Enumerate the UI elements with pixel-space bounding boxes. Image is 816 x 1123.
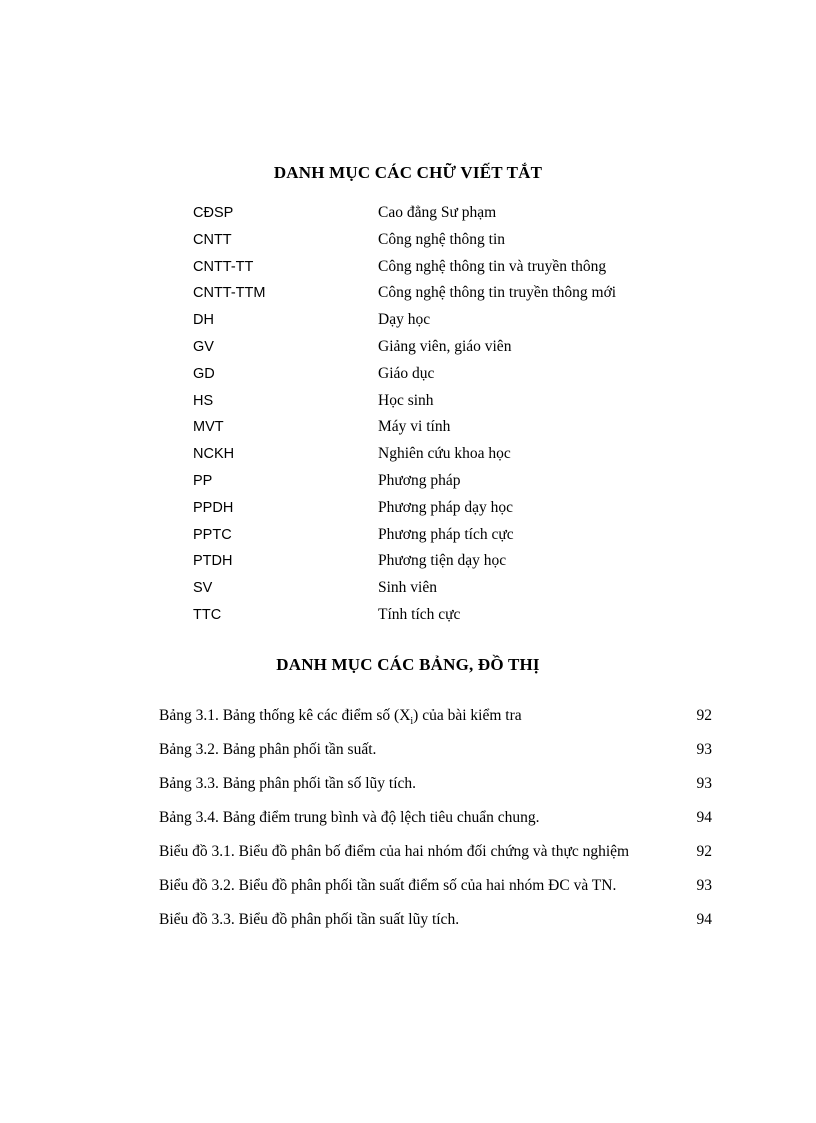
toc-page-number: 92 <box>696 843 712 860</box>
toc-entry[interactable] <box>159 706 712 740</box>
abbreviation-meaning: Tính tích cực <box>378 605 461 623</box>
abbreviation-code: DH <box>193 312 214 329</box>
abbreviation-row <box>193 471 653 498</box>
abbreviation-code: CĐSP <box>193 205 234 221</box>
abbreviation-code: TTC <box>193 606 222 623</box>
abbreviation-row <box>193 525 653 552</box>
abbreviation-row <box>193 417 653 444</box>
abbreviation-row <box>193 605 653 632</box>
toc-entry[interactable] <box>159 740 712 774</box>
tables-figures-title: DANH MỤC CÁC BẢNG, ĐỒ THỊ <box>276 655 540 674</box>
abbreviation-code: SV <box>193 580 213 597</box>
abbreviation-row <box>193 257 653 284</box>
abbreviation-meaning: Sinh viên <box>378 579 437 597</box>
abbreviations-title: DANH MỤC CÁC CHỮ VIẾT TẮT <box>273 163 543 182</box>
abbreviation-meaning: Công nghệ thông tin truyền thông mới <box>378 284 617 302</box>
abbreviation-row <box>193 203 653 230</box>
toc-entry[interactable] <box>159 774 712 808</box>
abbreviation-meaning: Giáo dục <box>378 364 435 382</box>
abbreviation-row <box>193 364 653 391</box>
toc-page-number: 92 <box>696 707 712 724</box>
abbreviation-meaning: Phương pháp tích cực <box>378 525 514 543</box>
toc-page-number: 94 <box>696 809 712 826</box>
abbreviation-meaning: Công nghệ thông tin và truyền thông <box>378 257 607 275</box>
abbreviation-code: PTDH <box>193 553 233 570</box>
toc-entry-text: Biểu đồ 3.1. Biểu đồ phân bố điểm của hai nhóm đối chứng và thực nghiệm <box>159 843 630 860</box>
tables-figures-list <box>159 706 712 944</box>
toc-entry-text: Biểu đồ 3.3. Biểu đồ phân phối tần suất lũy tích. <box>159 911 460 928</box>
abbreviation-meaning: Công nghệ thông tin <box>378 230 506 248</box>
abbreviation-row <box>193 498 653 525</box>
abbreviation-meaning: Học sinh <box>378 391 434 409</box>
abbreviation-row <box>193 578 653 605</box>
abbreviation-row <box>193 337 653 364</box>
abbreviation-code: PP <box>193 472 213 489</box>
toc-page-number: 93 <box>696 741 712 758</box>
abbreviation-row <box>193 444 653 471</box>
toc-entry-text: Biểu đồ 3.2. Biểu đồ phân phối tần suất điểm số của hai nhóm ĐC và TN. <box>159 877 617 894</box>
toc-entry-text <box>159 706 522 732</box>
abbreviation-meaning: Phương pháp <box>378 471 461 489</box>
abbreviation-row <box>193 310 653 337</box>
toc-entry-text-start: Bảng 3.1. Bảng thống kê các điểm số (X <box>159 707 411 724</box>
abbreviation-code: CNTT-TTM <box>193 285 266 302</box>
toc-page-number: 94 <box>696 911 712 928</box>
abbreviation-code: CNTT-TT <box>193 258 254 275</box>
toc-entry-text-end: ) của bài kiểm tra <box>413 707 522 724</box>
abbreviation-code: NCKH <box>193 446 235 463</box>
toc-entry-text: Bảng 3.2. Bảng phân phối tần suất. <box>159 741 377 758</box>
toc-entry-text: Bảng 3.4. Bảng điểm trung bình và độ lệch tiêu chuẩn chung. <box>159 809 540 826</box>
abbreviation-meaning: Máy vi tính <box>378 418 451 436</box>
abbreviation-meaning: Phương tiện dạy học <box>378 552 507 570</box>
abbreviations-list <box>193 203 653 632</box>
abbreviation-code: PPDH <box>193 499 234 516</box>
abbreviation-code: PPTC <box>193 526 232 543</box>
toc-entry[interactable] <box>159 808 712 842</box>
toc-page-number: 93 <box>696 775 712 792</box>
abbreviation-row <box>193 230 653 257</box>
abbreviation-meaning: Cao đẳng Sư phạm <box>378 204 497 221</box>
toc-entry[interactable] <box>159 842 712 876</box>
toc-entry-text: Bảng 3.3. Bảng phân phối tần số lũy tích. <box>159 775 417 792</box>
toc-entry[interactable] <box>159 910 712 944</box>
abbreviation-meaning: Dạy học <box>378 311 431 329</box>
abbreviation-meaning: Nghiên cứu khoa học <box>378 445 511 463</box>
abbreviation-row <box>193 551 653 578</box>
abbreviation-code: GV <box>193 338 214 355</box>
abbreviation-meaning: Phương pháp dạy học <box>378 498 513 516</box>
abbreviation-code: CNTT <box>193 231 232 248</box>
toc-page-number: 93 <box>696 877 712 894</box>
abbreviation-row <box>193 391 653 418</box>
abbreviation-row <box>193 283 653 310</box>
toc-entry-subscript: i <box>410 716 414 728</box>
abbreviation-meaning: Giảng viên, giáo viên <box>378 337 512 355</box>
abbreviation-code: GD <box>193 365 215 382</box>
toc-entry[interactable] <box>159 876 712 910</box>
abbreviation-code: MVT <box>193 419 224 436</box>
abbreviation-code: HS <box>193 392 214 409</box>
